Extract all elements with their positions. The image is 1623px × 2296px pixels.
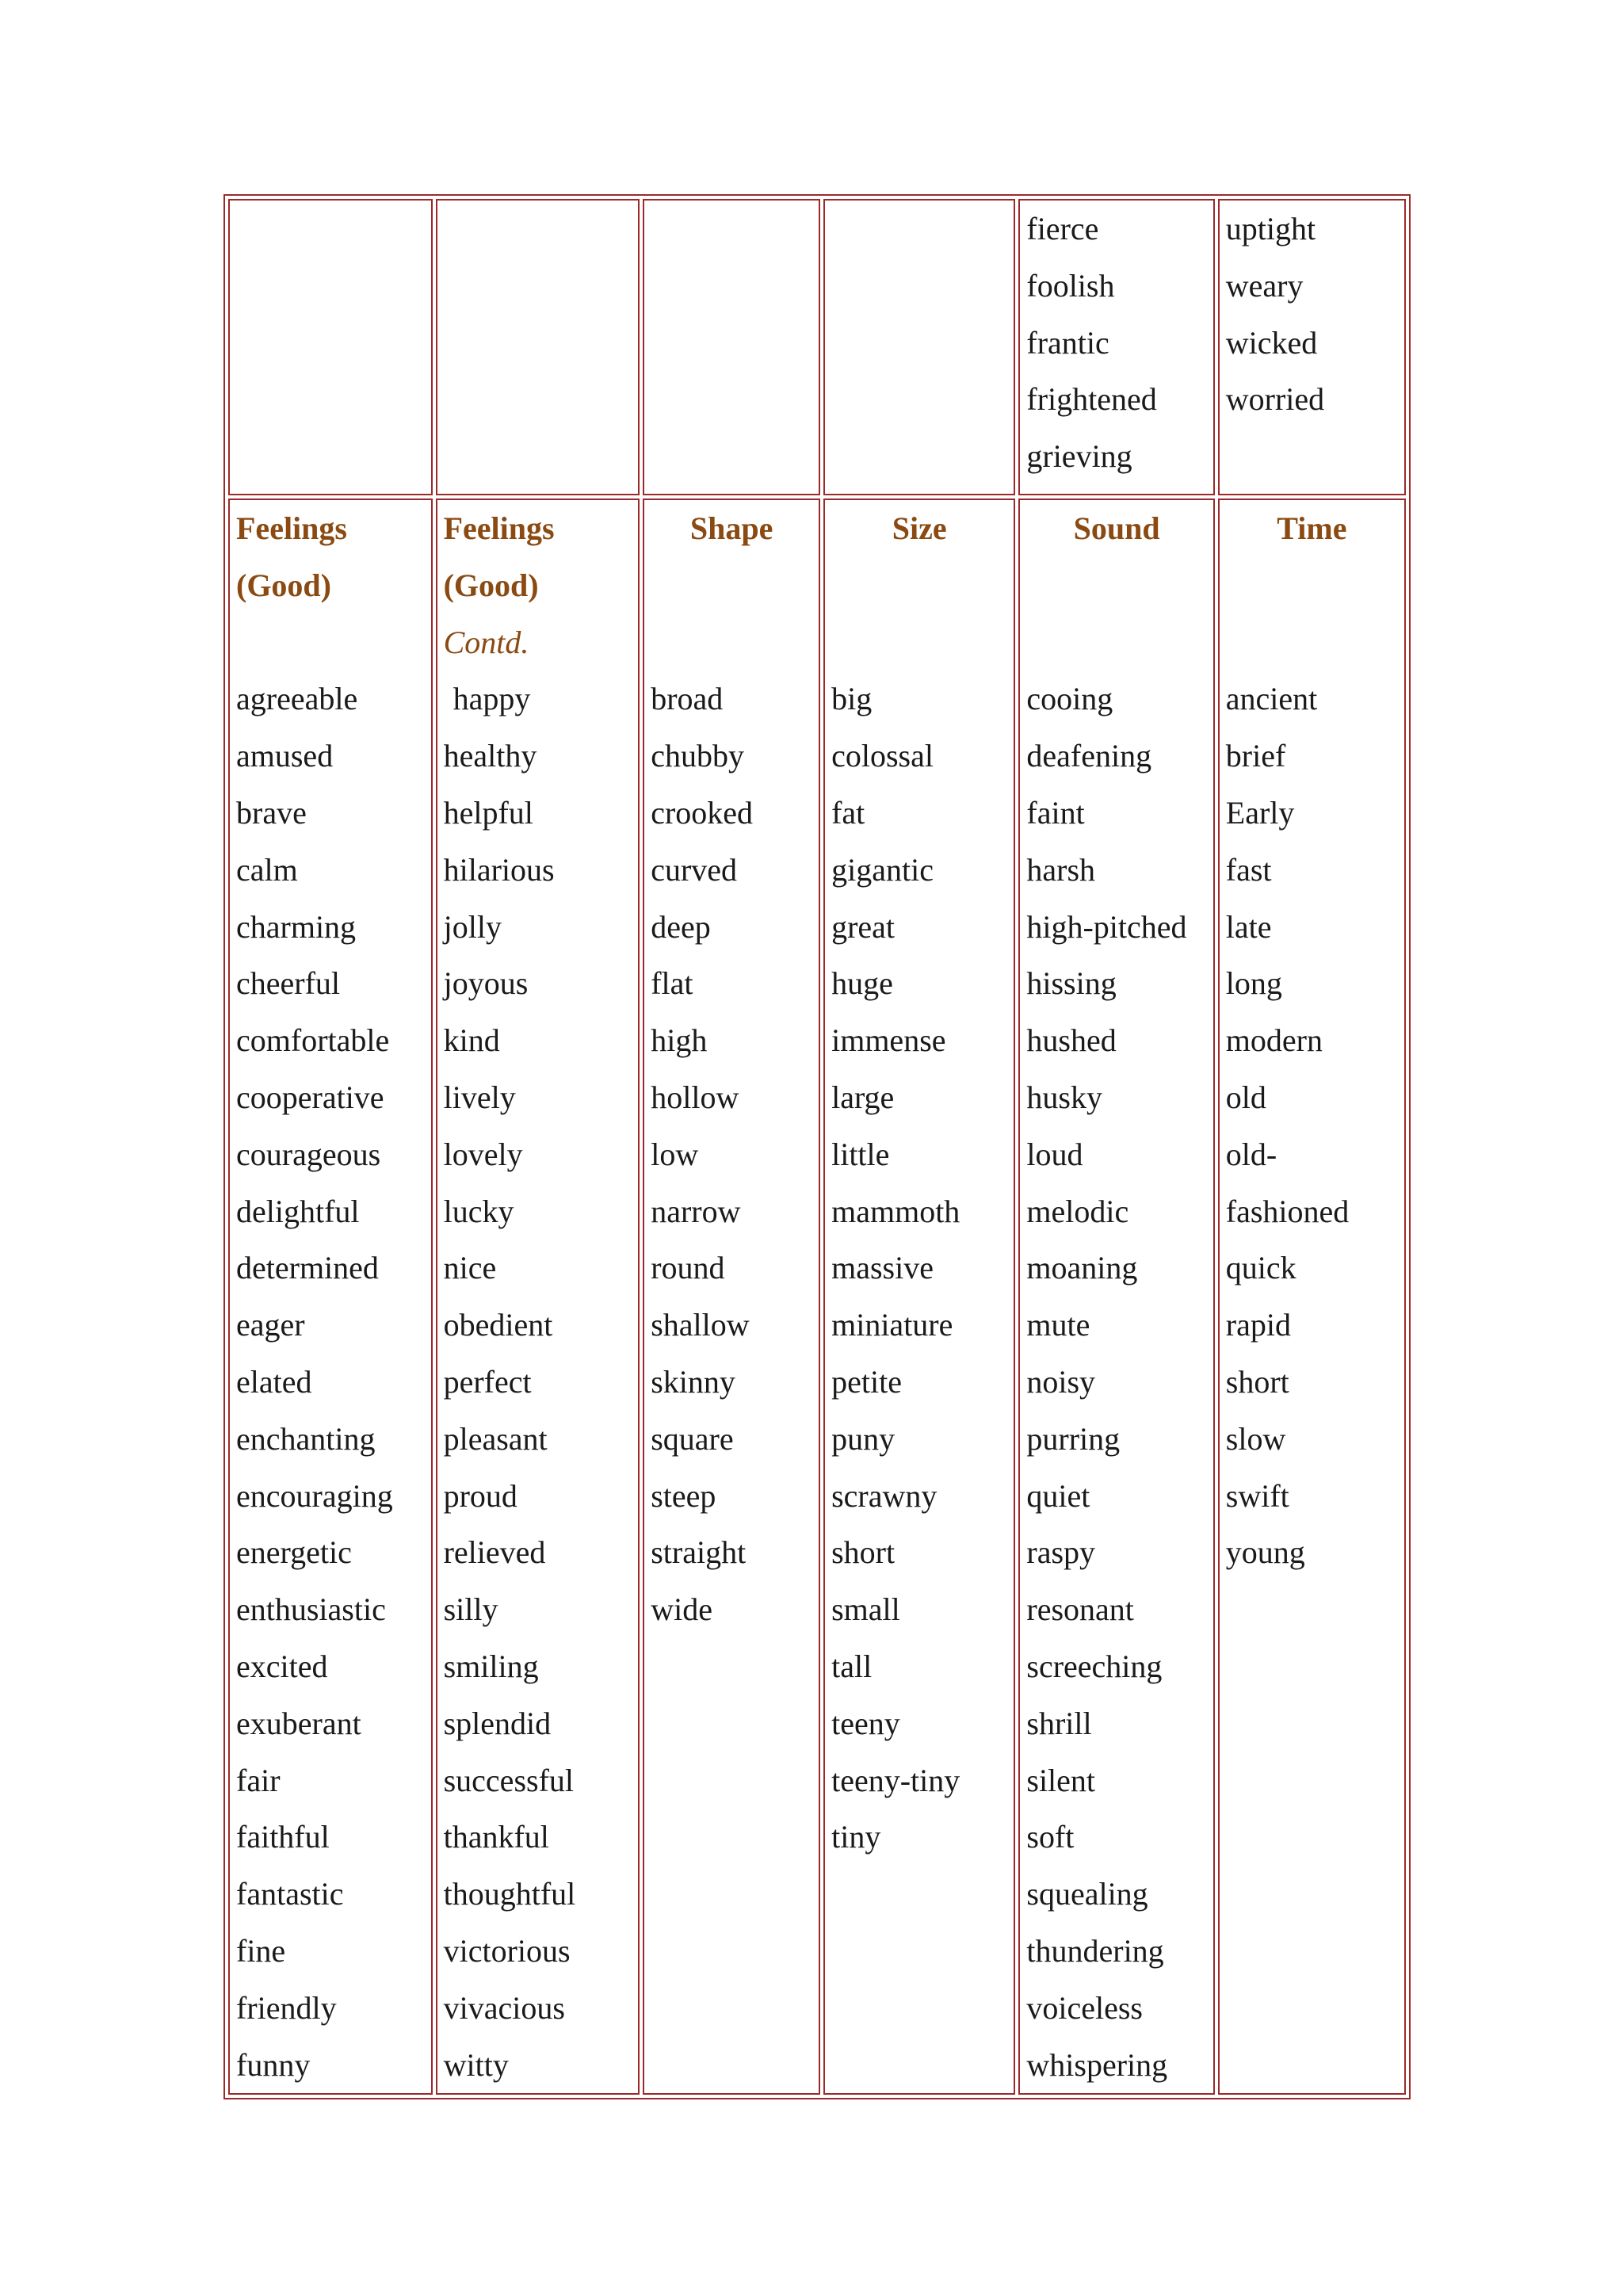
word: young: [1225, 1534, 1305, 1571]
word: kind: [443, 1022, 500, 1059]
word: healthy: [443, 738, 537, 774]
word: uptight: [1225, 211, 1316, 246]
word: high: [651, 1022, 708, 1059]
word: teeny-tiny: [831, 1762, 960, 1798]
word: large: [831, 1079, 895, 1115]
word: tall: [831, 1648, 873, 1684]
word: late: [1225, 908, 1272, 945]
word: noisy: [1026, 1363, 1096, 1400]
word: puny: [831, 1420, 896, 1457]
word-list: [1026, 670, 1206, 2093]
word: victorious: [443, 1932, 571, 1969]
word: elated: [236, 1363, 312, 1400]
word-list: [236, 670, 425, 2093]
word-list: [831, 670, 1007, 1866]
word: modern: [1225, 1022, 1323, 1059]
word: quick: [1225, 1250, 1296, 1286]
column-header-sub: (Good): [443, 567, 539, 603]
empty-cell-3: [643, 199, 820, 495]
word: amused: [236, 738, 334, 774]
word: weary: [1225, 267, 1304, 304]
word: voiceless: [1026, 1989, 1143, 2026]
word: thoughtful: [443, 1876, 576, 1912]
continued-row: [228, 199, 1406, 495]
word: cheerful: [236, 965, 341, 1002]
column-feelings-good: [228, 499, 433, 2095]
word: deep: [651, 908, 711, 945]
word: crooked: [651, 794, 754, 831]
word: old-: [1225, 1136, 1277, 1172]
spacer: [1226, 614, 1398, 671]
word: fat: [831, 794, 865, 831]
word: fantastic: [236, 1876, 344, 1912]
word: great: [831, 908, 896, 945]
word: colossal: [831, 738, 934, 774]
word: friendly: [236, 1989, 337, 2026]
contd-label: Contd.: [443, 624, 529, 660]
spacer: [1026, 614, 1206, 671]
word: brave: [236, 794, 307, 831]
word: shallow: [651, 1307, 750, 1343]
word: encouraging: [236, 1477, 393, 1514]
word: gigantic: [831, 851, 934, 888]
word: splendid: [443, 1705, 552, 1741]
word: hushed: [1026, 1022, 1117, 1059]
column-header: Shape: [689, 510, 773, 546]
word: thundering: [1026, 1932, 1164, 1969]
word: shrill: [1026, 1705, 1092, 1741]
word: excited: [236, 1648, 328, 1684]
word: massive: [831, 1250, 934, 1286]
word: immense: [831, 1022, 946, 1059]
word: deafening: [1026, 738, 1152, 774]
word: proud: [443, 1477, 517, 1514]
word: grieving: [1026, 438, 1132, 475]
column-header: Feelings: [236, 510, 347, 546]
category-row: [228, 499, 1406, 2095]
word: brief: [1225, 738, 1286, 774]
word: energetic: [236, 1534, 352, 1571]
empty-cell-4: [823, 199, 1015, 495]
word: determined: [236, 1250, 379, 1286]
word-list: [444, 670, 632, 2093]
word: cooing: [1026, 681, 1113, 717]
word: enthusiastic: [236, 1591, 386, 1628]
word: vivacious: [443, 1989, 565, 2026]
word: skinny: [651, 1363, 735, 1400]
spacer: [651, 557, 812, 614]
spacer: [236, 614, 425, 671]
spacer: [651, 614, 812, 671]
column-feelings-good-contd: [436, 499, 640, 2095]
word: thankful: [443, 1819, 549, 1855]
word: huge: [831, 965, 893, 1002]
word: lively: [443, 1079, 516, 1115]
word: curved: [651, 851, 738, 888]
word: funny: [236, 2046, 311, 2083]
word: pleasant: [443, 1420, 548, 1457]
column-header: Feelings: [443, 510, 555, 546]
spacer: [1026, 557, 1206, 614]
word: narrow: [651, 1193, 741, 1229]
word: agreeable: [236, 681, 358, 717]
word: quiet: [1026, 1477, 1090, 1514]
column-header: Sound: [1073, 510, 1160, 546]
word: jolly: [443, 908, 502, 945]
word: calm: [236, 851, 298, 888]
word: Early: [1225, 794, 1295, 831]
word: loud: [1026, 1136, 1083, 1172]
column-header: Time: [1277, 510, 1347, 546]
word: little: [831, 1136, 890, 1172]
word: frightened: [1026, 381, 1157, 418]
word: witty: [443, 2046, 509, 2083]
word: husky: [1026, 1079, 1102, 1115]
column-shape: [643, 499, 820, 2095]
word: exuberant: [236, 1705, 361, 1741]
word: short: [831, 1534, 896, 1571]
word: happy: [453, 681, 531, 717]
word: lovely: [443, 1136, 523, 1172]
column-header: Size: [892, 510, 947, 546]
top-cell-5: [1018, 199, 1214, 495]
word: helpful: [443, 794, 533, 831]
word: petite: [831, 1363, 902, 1400]
word: low: [651, 1136, 699, 1172]
spacer: [831, 614, 1007, 671]
word: fast: [1225, 851, 1272, 888]
word: teeny: [831, 1705, 900, 1741]
word: comfortable: [236, 1022, 390, 1059]
word: foolish: [1026, 267, 1115, 304]
word: broad: [651, 681, 724, 717]
word: eager: [236, 1307, 305, 1343]
word: faithful: [236, 1819, 330, 1855]
empty-cell-2: [436, 199, 640, 495]
word: straight: [651, 1534, 747, 1571]
word: rapid: [1225, 1307, 1291, 1343]
word: miniature: [831, 1307, 953, 1343]
word-list: [651, 670, 812, 1638]
word: frantic: [1026, 324, 1109, 361]
word: melodic: [1026, 1193, 1129, 1229]
word: high-pitched: [1026, 908, 1187, 945]
word: charming: [236, 908, 357, 945]
word: ancient: [1225, 681, 1318, 717]
top-cell-6: [1218, 199, 1406, 495]
word: short: [1225, 1363, 1289, 1400]
word: swift: [1225, 1477, 1289, 1514]
word: wicked: [1225, 324, 1318, 361]
spacer: [1226, 557, 1398, 614]
word: moaning: [1026, 1250, 1138, 1286]
word: joyous: [443, 965, 529, 1002]
word: round: [651, 1250, 725, 1286]
word: small: [831, 1591, 900, 1628]
word: tiny: [831, 1819, 881, 1855]
word: fierce: [1026, 211, 1099, 246]
column-time: [1218, 499, 1406, 2095]
spacer: [831, 557, 1007, 614]
word: smiling: [443, 1648, 539, 1684]
word: raspy: [1026, 1534, 1096, 1571]
column-size: [823, 499, 1015, 2095]
word: soft: [1026, 1819, 1075, 1855]
column-sound: [1018, 499, 1214, 2095]
empty-cell-1: [228, 199, 433, 495]
word: fair: [236, 1762, 281, 1798]
word: big: [831, 681, 873, 717]
word: perfect: [443, 1363, 532, 1400]
word: square: [651, 1420, 734, 1457]
word: silly: [443, 1591, 498, 1628]
word: slow: [1225, 1420, 1286, 1457]
word: mammoth: [831, 1193, 960, 1229]
word: fashioned: [1225, 1193, 1350, 1229]
word-table: [223, 194, 1411, 2099]
word: silent: [1026, 1762, 1096, 1798]
word: steep: [651, 1477, 716, 1514]
word: enchanting: [236, 1420, 376, 1457]
word: hilarious: [443, 851, 555, 888]
word: scrawny: [831, 1477, 938, 1514]
word: long: [1225, 965, 1282, 1002]
word: obedient: [443, 1307, 553, 1343]
word: hollow: [651, 1079, 739, 1115]
word-list: [1226, 670, 1398, 1581]
word: chubby: [651, 738, 744, 774]
word: successful: [443, 1762, 575, 1798]
word: mute: [1026, 1307, 1090, 1343]
word: worried: [1225, 381, 1325, 418]
word: nice: [443, 1250, 497, 1286]
word: faint: [1026, 794, 1085, 831]
word: screeching: [1026, 1648, 1163, 1684]
word: whispering: [1026, 2046, 1168, 2083]
word: squealing: [1026, 1876, 1148, 1912]
word: relieved: [443, 1534, 546, 1571]
word: courageous: [236, 1136, 381, 1172]
word: fine: [236, 1932, 286, 1969]
word: lucky: [443, 1193, 514, 1229]
word: harsh: [1026, 851, 1096, 888]
column-header-sub: (Good): [236, 567, 331, 603]
word: hissing: [1026, 965, 1117, 1002]
word: cooperative: [236, 1079, 384, 1115]
word: flat: [651, 965, 693, 1002]
word: old: [1225, 1079, 1266, 1115]
word: delightful: [236, 1193, 360, 1229]
word: wide: [651, 1591, 712, 1628]
word: resonant: [1026, 1591, 1134, 1628]
word: purring: [1026, 1420, 1121, 1457]
